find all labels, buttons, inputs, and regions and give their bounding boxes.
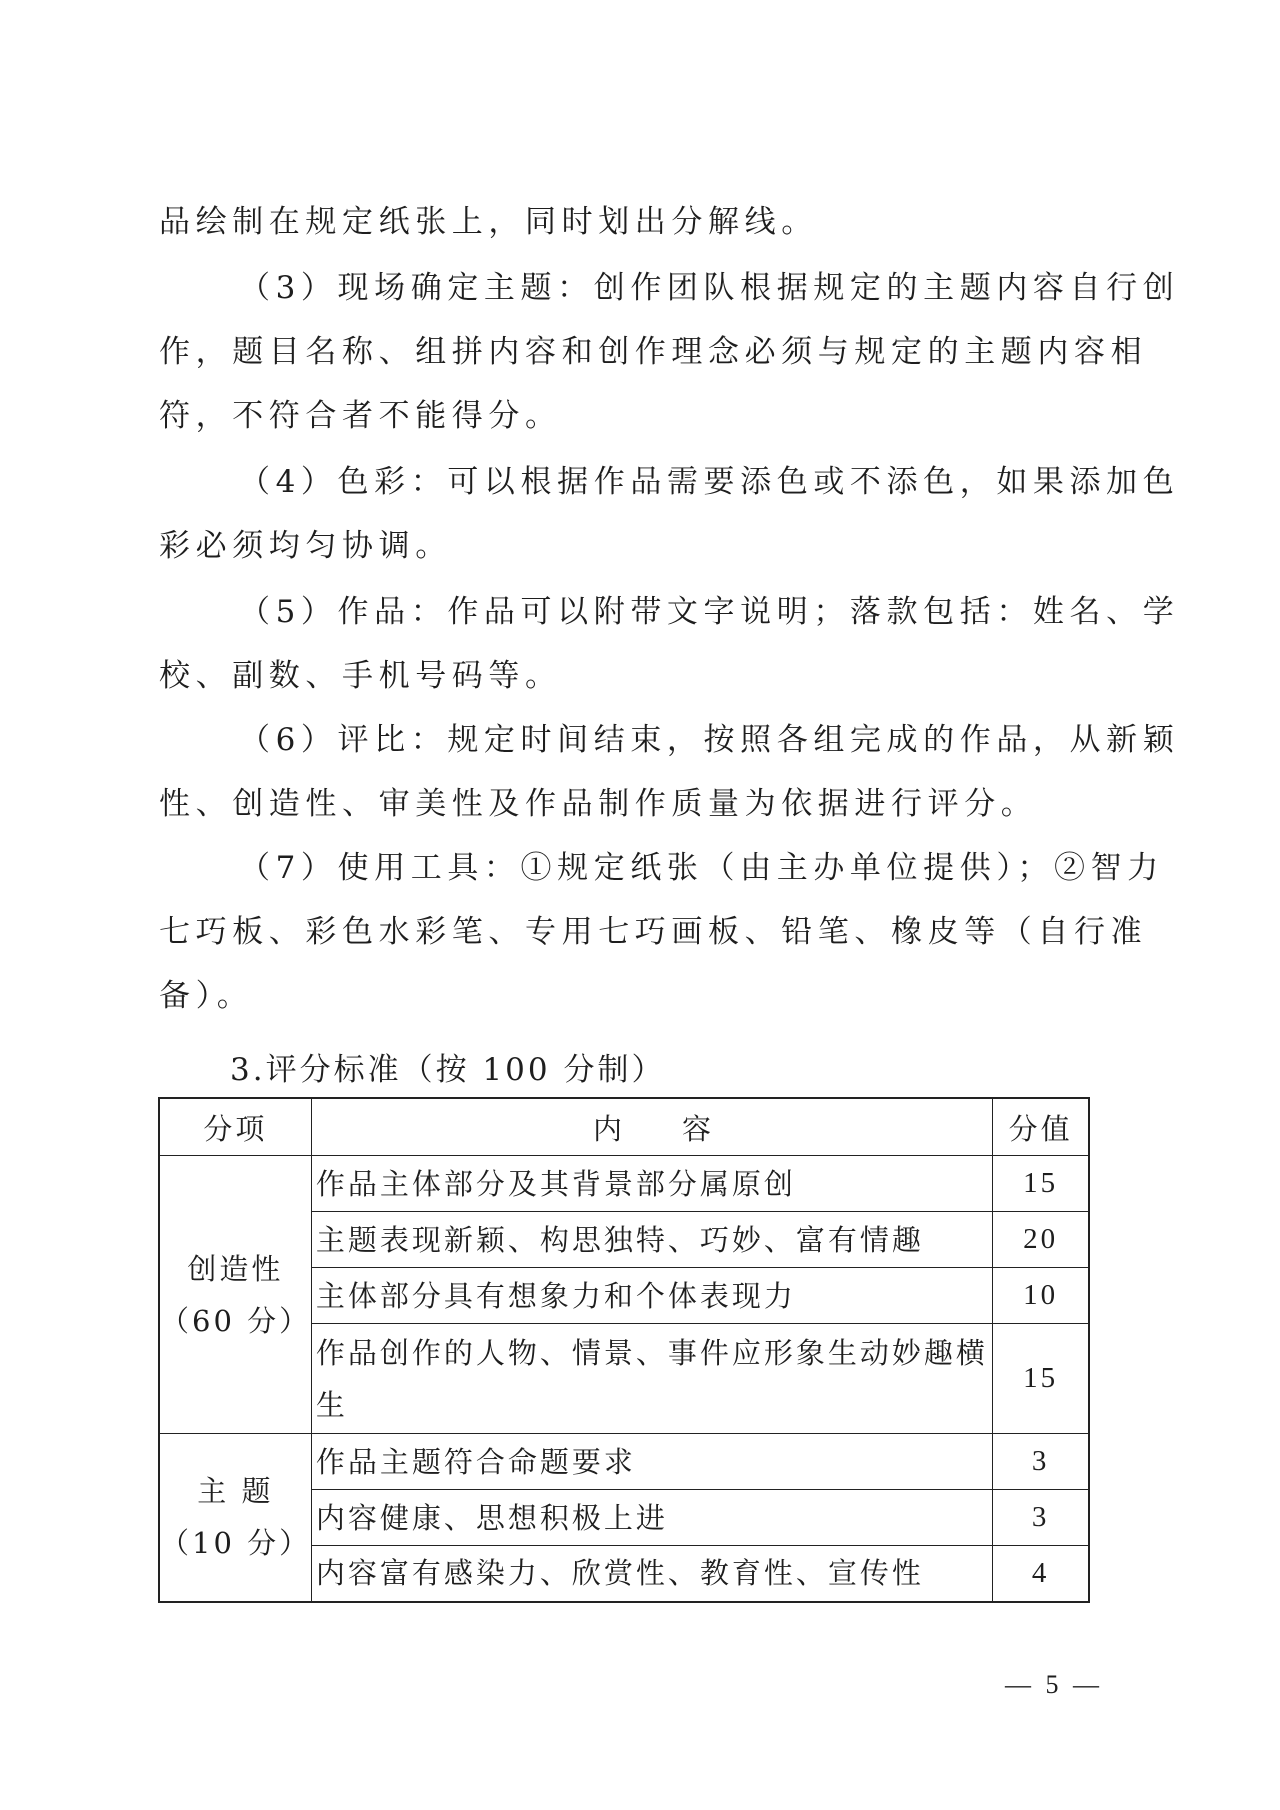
- row-content: 主体部分具有想象力和个体表现力: [311, 1268, 992, 1324]
- row-content: 内容富有感染力、欣赏性、教育性、宣传性: [311, 1546, 992, 1602]
- text-line: 作，题目名称、组拼内容和创作理念必须与规定的主题内容相: [159, 334, 1148, 370]
- text-line: （3）现场确定主题：创作团队根据规定的主题内容自行创: [239, 270, 1180, 306]
- category-theme: [159, 1434, 311, 1602]
- category-name: 主 题: [197, 1474, 274, 1509]
- header-points: 分值: [993, 1098, 1089, 1156]
- row-points: 15: [993, 1324, 1089, 1434]
- row-content: 内容健康、思想积极上进: [311, 1490, 992, 1546]
- text-line: 品绘制在规定纸张上，同时划出分解线。: [159, 204, 818, 240]
- row-points: 20: [993, 1212, 1089, 1268]
- row-content: 主题表现新颖、构思独特、巧妙、富有情趣: [311, 1212, 992, 1268]
- text-line: 性、创造性、审美性及作品制作质量为依据进行评分。: [159, 786, 1038, 822]
- section-heading-scoring-criteria: 3.评分标准（按 100 分制）: [230, 1052, 666, 1088]
- row-content: 作品主题符合命题要求: [311, 1434, 992, 1490]
- row-content: 作品创作的人物、情景、事件应形象生动妙趣横生: [311, 1324, 992, 1434]
- paragraph-continuation: [159, 190, 1089, 254]
- row-content: 作品主体部分及其背景部分属原创: [311, 1156, 992, 1212]
- row-points: 15: [993, 1156, 1089, 1212]
- category-name: 创造性: [187, 1251, 284, 1286]
- table-header-row: [159, 1098, 1089, 1156]
- category-score: （60 分）: [160, 1303, 312, 1338]
- page-number: — 5 —: [1005, 1670, 1103, 1699]
- paragraph-7-tools: [159, 836, 1164, 1028]
- paragraph-5-work: [159, 580, 1180, 708]
- header-category: 分项: [159, 1098, 311, 1156]
- text-line: 彩必须均匀协调。: [159, 528, 452, 564]
- paragraph-3-theme: [159, 256, 1180, 448]
- header-content: [311, 1098, 992, 1156]
- paragraph-4-color: [159, 450, 1180, 578]
- text-line: 校、副数、手机号码等。: [159, 658, 562, 694]
- text-line: 七巧板、彩色水彩笔、专用七巧画板、铅笔、橡皮等（自行准: [159, 914, 1148, 950]
- row-points: 3: [993, 1490, 1089, 1546]
- row-points: 3: [993, 1434, 1089, 1490]
- category-creativity: [159, 1156, 311, 1434]
- row-points: 10: [993, 1268, 1089, 1324]
- text-line: （4）色彩：可以根据作品需要添色或不添色，如果添加色: [239, 464, 1180, 500]
- paragraph-6-evaluation: [159, 708, 1180, 836]
- text-line: （5）作品：作品可以附带文字说明；落款包括：姓名、学: [239, 594, 1180, 630]
- header-content-label: 内容: [593, 1111, 772, 1146]
- category-score: （10 分）: [160, 1526, 312, 1561]
- scoring-table: [158, 1097, 1090, 1603]
- row-points: 4: [993, 1546, 1089, 1602]
- text-line: 符，不符合者不能得分。: [159, 398, 562, 434]
- table-row: [159, 1434, 1089, 1490]
- table-row: [159, 1156, 1089, 1212]
- text-line: （6）评比：规定时间结束，按照各组完成的作品，从新颖: [239, 722, 1180, 758]
- text-line: 备）。: [159, 978, 254, 1014]
- text-line: （7）使用工具：①规定纸张（由主办单位提供）；②智力: [239, 850, 1164, 886]
